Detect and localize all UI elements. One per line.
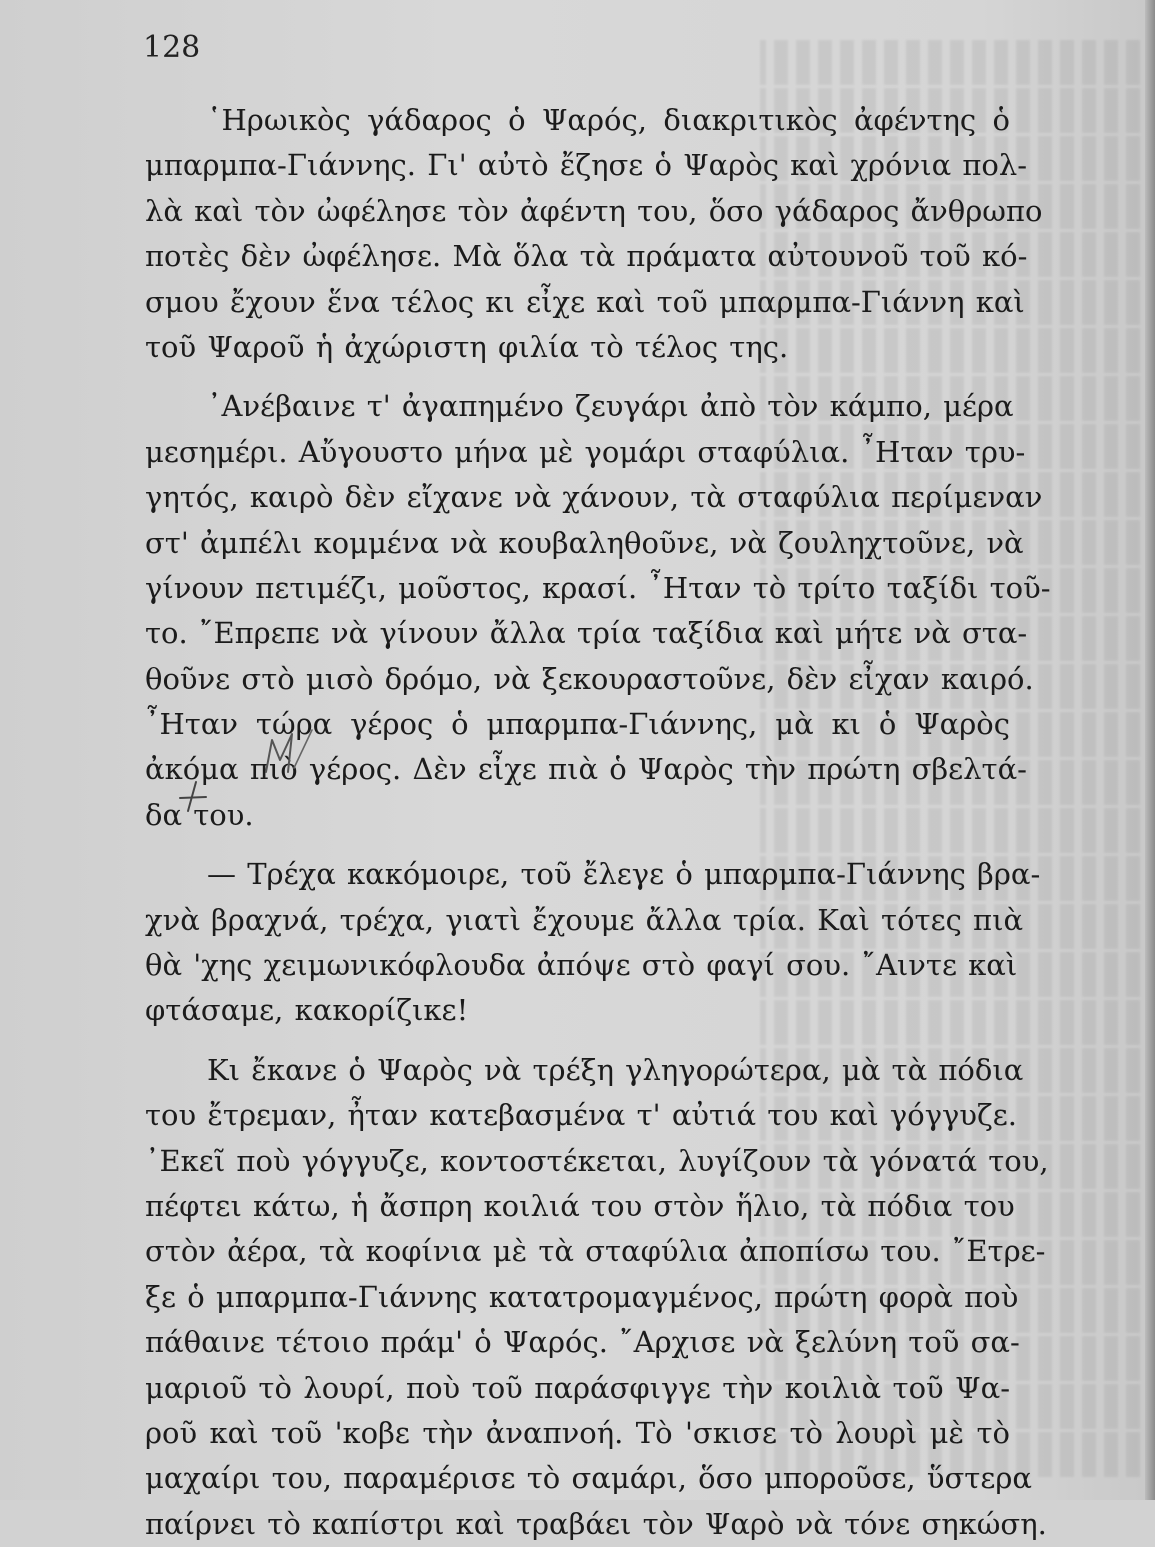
text-line: του ἔτρεμαν, ἦταν κατεβασμένα τ' αὐτιά του καὶ γόγγυζε.: [145, 1098, 1017, 1133]
text-line: θοῦνε στὸ μισὸ δρόμο, νὰ ξεκουραστοῦνε, δὲν εἶχαν καιρό.: [145, 661, 1034, 696]
text-line: φτάσαμε, κακορίζικε!: [145, 993, 469, 1028]
text-line: θὰ 'χης χειμωνικόφλουδα ἀπόψε στὸ φαγί σου. ῎Αιντε καὶ: [145, 948, 1018, 983]
text-line: γίνουν πετιμέζι, μοῦστος, κρασί. ῏Ηταν τὸ τρίτο ταξίδι τοῦ-: [145, 570, 1051, 605]
page-number: 128: [143, 30, 201, 65]
text-line: ᾽Εκεῖ ποὺ γόγγυζε, κοντοστέκεται, λυγίζουν τὰ γόνατά του,: [145, 1143, 1049, 1178]
text-line: μεσημέρι. Αὔγουστο μήνα μὲ γομάρι σταφύλια. ῏Ηταν τρυ-: [145, 434, 1026, 469]
text-line: μαριοῦ τὸ λουρί, ποὺ τοῦ παράσφιγγε τὴν κοιλιὰ τοῦ Ψα-: [145, 1370, 1010, 1405]
text-line: ροῦ καὶ τοῦ 'κοβε τὴν ἀναπνοή. Τὸ 'σκισε τὸ λουρὶ μὲ τὸ: [145, 1415, 1010, 1450]
text-line: Κι ἔκανε ὁ Ψαρὸς νὰ τρέξη γληγορώτερα, μὰ τὰ πόδια: [207, 1052, 1024, 1087]
text-line: ποτὲς δὲν ὠφέλησε. Μὰ ὅλα τὰ πράματα αὐτουνοῦ τοῦ κό-: [145, 239, 1028, 274]
text-line: παίρνει τὸ καπίστρι καὶ τραβάει τὸν Ψαρὸ νὰ τόνε σηκώση.: [145, 1506, 1047, 1541]
text-line: πέφτει κάτω, ἡ ἄσπρη κοιλιά του στὸν ἥλιο, τὰ πόδια του: [145, 1188, 1015, 1223]
handwritten-cross-icon: [176, 778, 210, 814]
handwritten-mark-icon: [258, 728, 318, 778]
text-line: στ' ἀμπέλι κομμένα νὰ κουβαληθοῦνε, νὰ ζουληχτοῦνε, νὰ: [145, 525, 1024, 560]
text-line: μαχαίρι του, παραμέρισε τὸ σαμάρι, ὅσο μποροῦσε, ὕστερα: [145, 1461, 1032, 1496]
text-line: τοῦ Ψαροῦ ἡ ἀχώριστη φιλία τὸ τέλος της.: [145, 329, 789, 364]
text-line: λὰ καὶ τὸν ὠφέλησε τὸν ἀφέντη του, ὅσο γάδαρος ἄνθρωπο: [145, 193, 1043, 228]
text-line: χνὰ βραχνά, τρέχα, γιατὶ ἔχουμε ἄλλα τρία. Καὶ τότες πιὰ: [145, 902, 1024, 937]
text-line: το. ῎Επρεπε νὰ γίνουν ἄλλα τρία ταξίδια καὶ μήτε νὰ στα-: [145, 616, 1028, 651]
text-line: πάθαινε τέτοιο πράμ' ὁ Ψαρός. ῎Αρχισε νὰ ξελύνη τοῦ σα-: [145, 1325, 1020, 1360]
text-line: γητός, καιρὸ δὲν εἴχανε νὰ χάνουν, τὰ σταφύλια περίμεναν: [145, 480, 1043, 515]
text-line: ἀκόμα πιὸ γέρος. Δὲν εἶχε πιὰ ὁ Ψαρὸς τὴν πρώτη σβελτά-: [145, 752, 1027, 787]
page-edge-shadow: [1145, 0, 1155, 1500]
paragraph-gap: [145, 370, 1010, 384]
text-line: στὸν ἀέρα, τὰ κοφίνια μὲ τὰ σταφύλια ἀποπίσω του. ῎Ετρε-: [145, 1234, 1046, 1269]
text-line: ῏Ηταν τώρα γέρος ὁ μπαρμπα-Γιάννης, μὰ κι ὁ Ψαρὸς: [145, 707, 1010, 742]
text-line: δα του.: [145, 797, 254, 832]
text-line: — Τρέχα κακόμοιρε, τοῦ ἔλεγε ὁ μπαρμπα-Γιάννης βρα-: [207, 857, 1041, 892]
paragraph-gap: [145, 838, 1010, 852]
text-line: σμου ἔχουν ἕνα τέλος κι εἶχε καὶ τοῦ μπαρμπα-Γιάννη καὶ: [145, 284, 1025, 319]
text-line: ᾽Ανέβαινε τ' ἀγαπημένο ζευγάρι ἀπὸ τὸν κάμπο, μέρα: [207, 389, 1014, 424]
text-line: ξε ὁ μπαρμπα-Γιάννης κατατρομαγμένος, πρώτη φορὰ ποὺ: [145, 1279, 1019, 1314]
body-text: [145, 98, 1051, 1547]
text-line: ῾Ηρωικὸς γάδαρος ὁ Ψαρός, διακριτικὸς ἀφέντης ὁ: [207, 103, 1010, 137]
paragraph-gap: [145, 1034, 1010, 1048]
text-line: μπαρμπα-Γιάννης. Γι' αὐτὸ ἔζησε ὁ Ψαρὸς καὶ χρόνια πολ-: [145, 148, 1028, 183]
